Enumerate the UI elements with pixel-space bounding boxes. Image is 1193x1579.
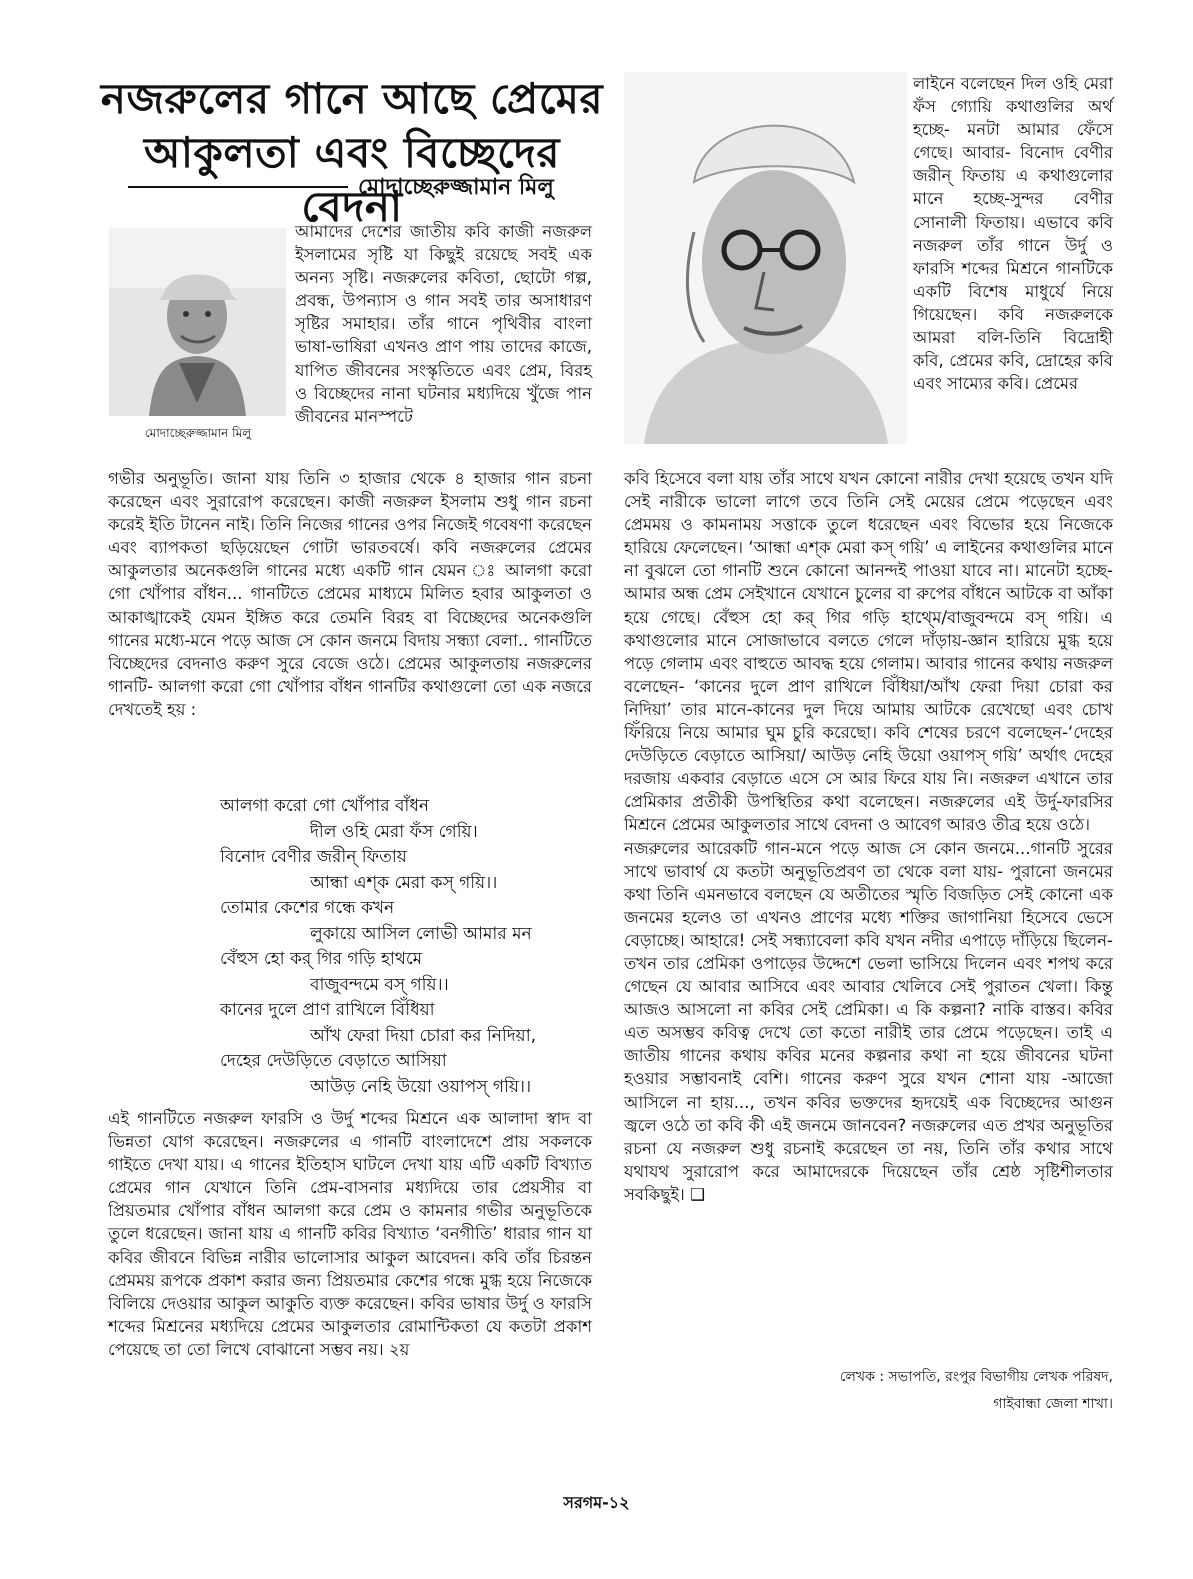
column2-main (624, 467, 1113, 1206)
poem-line: তোমার কেশের গন্ধে কখন (220, 898, 395, 918)
page-footer: সরগম-১২ (563, 1493, 630, 1512)
poem-line: আঁখ ফেরা দিয়া চোরা কর নিদিয়া, (310, 1025, 537, 1046)
side-paragraph: লাইনে বলেছেন দিল ওহি মেরা ফঁস গ্যোয়ি কথাগুলির অর্থ হচ্ছে- মনটা আমার ফেঁসে গেছে। আবার- বিনোদ বেণীর জরীন্ ফিতায় এ কথাগুলোর মানে হচ্ছে-সুন্দর বেণীর সোনালী ফিতায়। এভাবে কবি নজরুল তাঁর গানে উর্দু ও ফারসি শব্দের মিশ্রনে গানটিকে একটি বিশেষ মাধুর্যে নিয়ে গিয়েছেন। কবি নজরুলকে আমরা বলি-তিনি বিদ্রোহী কবি, প্রেমের কবি, দ্রোহের কবি এবং সাম্যের কবি। প্রেমের (913, 74, 1113, 394)
column1-main (108, 467, 592, 721)
poem-line: দীল ওহি মেরা ফঁস গেয়ি। (310, 821, 478, 842)
bottom-paragraph: এই গানটিতে নজরুল ফারসি ও উর্দু শব্দের মিশ্রনে এক আলাদা স্বাদ বা ভিন্নতা যোগ করেছেন। নজরুলের এ গানটি বাংলাদেশে প্রায় সকলকে গাইতে দেখা যায়। এ গানের ইতিহাস ঘাটলে দেখা যায় এটি একটি বিখ্যাত প্রেমের গান যেখানে তিনি প্রেম-বাসনার মধ্যদিয়ে তার প্রেয়সীর বা প্রিয়তমার খোঁপার বাঁধন আলগা করে প্রেম ও কামনার গভীর অনুভূতিকে তুলে ধরেছেন। জানা যায় এ গানটি কবির বিখ্যাত ‘বনগীতি’ ধারার গান যা কবির জীবনে বিভিন্ন নারীর ভালোসার আকুল আবেদন। কবি তাঁর চিরন্তন প্রেমময় রূপকে প্রকাশ করার জন্য প্রিয়তমার কেশের গন্ধে মুগ্ধ হয়ে নিজেকে বিলিয়ে দেওয়ার আকুল আকুতি ব্যক্ত করেছেন। কবির ভাষার উর্দু ও ফারসি শব্দের মিশ্রনের মধ্যদিয়ে প্রেমের আকুলতার রোমান্টিকতা যে কতটা প্রকাশ পেয়েছে তা তো লিখে বোঝানো সম্ভব নয়। ২য় (108, 1109, 592, 1359)
poem-line: আন্ধা এশ্ক মেরা কস্ গয়ি।। (310, 872, 498, 893)
title-line-1: নজরুলের গানে আছে প্রেমের (100, 74, 604, 123)
author-note-line-2: গাইবান্ধা জেলা শাখা। (993, 1396, 1113, 1412)
poem-line: বাজুবন্দমে বস্ গয়ি।। (310, 974, 449, 995)
poem-line: কানের দুলে প্রাণ রাখিলে বিঁধিয়া (220, 1000, 435, 1020)
photo-caption: মোদাচ্ছেরুজ্জামান মিলু (144, 426, 252, 440)
article-title (92, 72, 612, 234)
poem-line: দেহের দেউড়িতে বেড়াতে আসিয়া (220, 1051, 447, 1071)
author-note-line-1: লেখক : সভাপতি, রংপুর বিভাগীয় লেখক পরিষদ, (839, 1369, 1113, 1385)
poem-line: বিনোদ বেণীর জরীন্ ফিতায় (220, 847, 407, 867)
column2-paragraph-1: কবি হিসেবে বলা যায় তাঁর সাথে যখন কোনো নারীর দেখা হয়েছে তখন যদি সেই নারীকে ভালো লাগে তবে তিনি সেই মেয়ের প্রেমে পড়েছেন এবং প্রেমময় ও কামনাময় সত্তাকে তুলে ধরেছেন এবং বিভোর হয়ে নিজেকে হারিয়ে ফেলেছেন। ‘আন্ধা এশ্ক মেরা কস্ গয়ি’ এ লাইনের কথাগুলির মানে না বুঝলে তো গানটি শুনে কোনো আনন্দই পাওয়া যাবে না। মানেটা হচ্ছে-আমার অন্ধ প্রেম সেইখানে যেখানে চুলের বা রুপের বাঁধনে আটকে বা আঁকা হয়ে গেছে। বেঁহুস হো কর্ গির গড়ি হাথ্মে/বাজুবন্দমে বস্ গয়ি। এ কথাগুলোর মানে সোজাভাবে বলতে গেলে দাঁড়ায়-জ্ঞান হারিয়ে মুগ্ধ হয়ে পড়ে গেলাম এবং বাহুতে আবদ্ধ হয়ে গেলাম। আবার গানের কথায় নজরুল বলেছেন- ‘কানের দুলে প্রাণ রাখিলে বিঁধিয়া/আঁখ ফেরা দিয়া চোরা কর নিদিয়া’ তার মানে-কানের দুল দিয়ে আমায় আটকে রেখেছো এবং চোখ ফিঁরিয়ে নিয়ে আমার ঘুম চুরি করেছো। কবি শেষের চরণে বলেছেন-‘দেহের দেউড়িতে বেড়াতে আসিয়া/ আউড় নেহি উয়ো ওয়াপস্ গয়ি’ অর্থাৎ দেহের দরজায় একবার বেড়াতে এসে সে আর ফিরে যায় নি। নজরুল এখানে তার প্রেমিকার প্রতীকী উপস্থিতির কথা বলেছেন। নজরুলের এই উর্দু-ফারসির মিশ্রনে প্রেমের আকুলতার সাথে বেদনা ও আবেগ আরও তীব্র হয়ে ওঠে। (624, 469, 1113, 835)
main-paragraph: গভীর অনুভূতি। জানা যায় তিনি ৩ হাজার থেকে ৪ হাজার গান রচনা করেছেন এবং সুরারোপ করেছেন। কাজী নজরুল ইসলাম শুধু গান রচনা করেই ইতি টানেন নাই। তিনি নিজের গানের ওপর নিজেই গবেষণা করেছেন এবং ব্যাপকতা ছড়িয়েছেন গোটা ভারতবর্ষে। কবি নজরুলের প্রেমের আকুলতার অনেকগুলি গানের মধ্যে একটি গান যেমন ঃ আলগা করো গো খোঁপার বাঁধন... গানটিতে প্রেমের মাধ্যমে মিলিত হবার আকুলতা ও আকাঙ্খাকেই যেমন ইঙ্গিত করে তেমনি বিরহ বা বিচ্ছেদের অনেকগুলি গানের মধ্যে-মনে পড়ে আজ সে কোন জনমে বিদায় সন্ধ্যা বেলা.. গানটিতে বিচ্ছেদের বেদনাও করুণ সুরে বেজে ওঠে। প্রেমের আকুলতায় নজরুলের গানটি- আলগা করো গো খোঁপার বাঁধন গানটির কথাগুলো তো এক নজরে দেখতেই হয় : (108, 469, 592, 719)
intro-paragraph: আমাদের দেশের জাতীয় কবি কাজী নজরুল ইসলামের সৃষ্টি যা কিছুই রয়েছে সবই এক অনন্য সৃষ্টি। নজরুলের কবিতা, ছোটো গল্প, প্রবন্ধ, উপন্যাস ও গান সবই তার অসাধারণ সৃষ্টির সমাহার। তাঁর গানে পৃথিবীর বাংলা ভাষা-ভাষিরা এখনও প্রাণ পায় তাদের কাজে, যাপিত জীবনের সংস্কৃতিতে এবং প্রেম, বিরহ ও বিচ্ছেদের নানা ঘটনার মধ্যদিয়ে খুঁজে পান জীবনের মানস্পটে (295, 222, 592, 426)
poet-portrait (624, 72, 907, 444)
author-note (640, 1364, 1113, 1418)
column2-paragraph-2: নজরুলের আরেকটি গান-মনে পড়ে আজ সে কোন জনমে...গানটি সুরের সাথে ভাবার্থ যে কতটা অনুভূতিপ্রবণ তা থেকে বলা যায়- পুরানো জনমের কথা তিনি এমনভাবে বলছেন যে অতীতের স্মৃতি বিজড়িত সেই কোনো এক জনমের হলেও তা এখনও প্রাণের মধ্যে শক্তির জাগানিয়া হিসেবে ভেসে বেড়াচ্ছে। আহারে! সেই সন্ধ্যাবেলা কবি যখন নদীর এপাড়ে দাঁড়িয়ে ছিলেন-তখন তার প্রেমিকা ওপাড়ের উদ্দেশে ভেলা ভাসিয়ে দিলেন এবং শপথ করে গেছেন যে আবার আসিবে এবং আবার খেলিবে সেই পুরাতন খেলা। কিন্তু আজও আসলো না কবির সেই প্রেমিকা। এ কি কল্পনা? নাকি বাস্তব। কবির এত অসম্ভব কবিত্ব দেখে তো কতো নারীই তার প্রেমে পড়েছেন। তাই এ জাতীয় গানের কথায় কবির মনের কল্পনার কথা না হয়ে জীবনের ঘটনা হওয়ার সম্ভাবনাই বেশি। গানের করুণ সুরে যখন শোনা যায় -আজো আসিলে না হায়..., তখন কবির ভক্তদের হৃদয়েই এক বিচ্ছেদের আগুন জ্বলে ওঠে তা কবি কী এই জনমে জানবেন? নজরুলের এত প্রখর অনুভূতির রচনা যে নজরুল শুধু রচনাই করেছেন তা নয়, তিনি তাঁর কথার সাথে যথাযথ সুরারোপ করে আমাদেরকে দিয়েছেন তাঁর শ্রেষ্ঠ সৃষ্টিশীলতার সবকিছুই। ❑ (624, 838, 1113, 1204)
poem-line: আলগা করো গো খোঁপার বাঁধন (220, 796, 430, 816)
poem-line: লুকায়ে আসিল লোভী আমার মন (310, 923, 532, 944)
column2-top (913, 72, 1113, 395)
title-line-2: আকুলতা এবং বিচ্ছেদের বেদনা (143, 128, 561, 231)
poem-block (220, 794, 600, 1100)
column1-intro (295, 220, 592, 428)
author-photo (109, 228, 286, 416)
poem-line: বেঁহুস হো কর্ গির গড়ি হাথমে (220, 949, 423, 969)
poem-line: আউড় নেহি উয়ো ওয়াপস্ গয়ি।। (310, 1076, 532, 1097)
column1-bottom (108, 1107, 592, 1361)
byline: মোদাচ্ছেরুজ্জামান মিলু (358, 175, 554, 200)
byline-rule (128, 186, 348, 188)
